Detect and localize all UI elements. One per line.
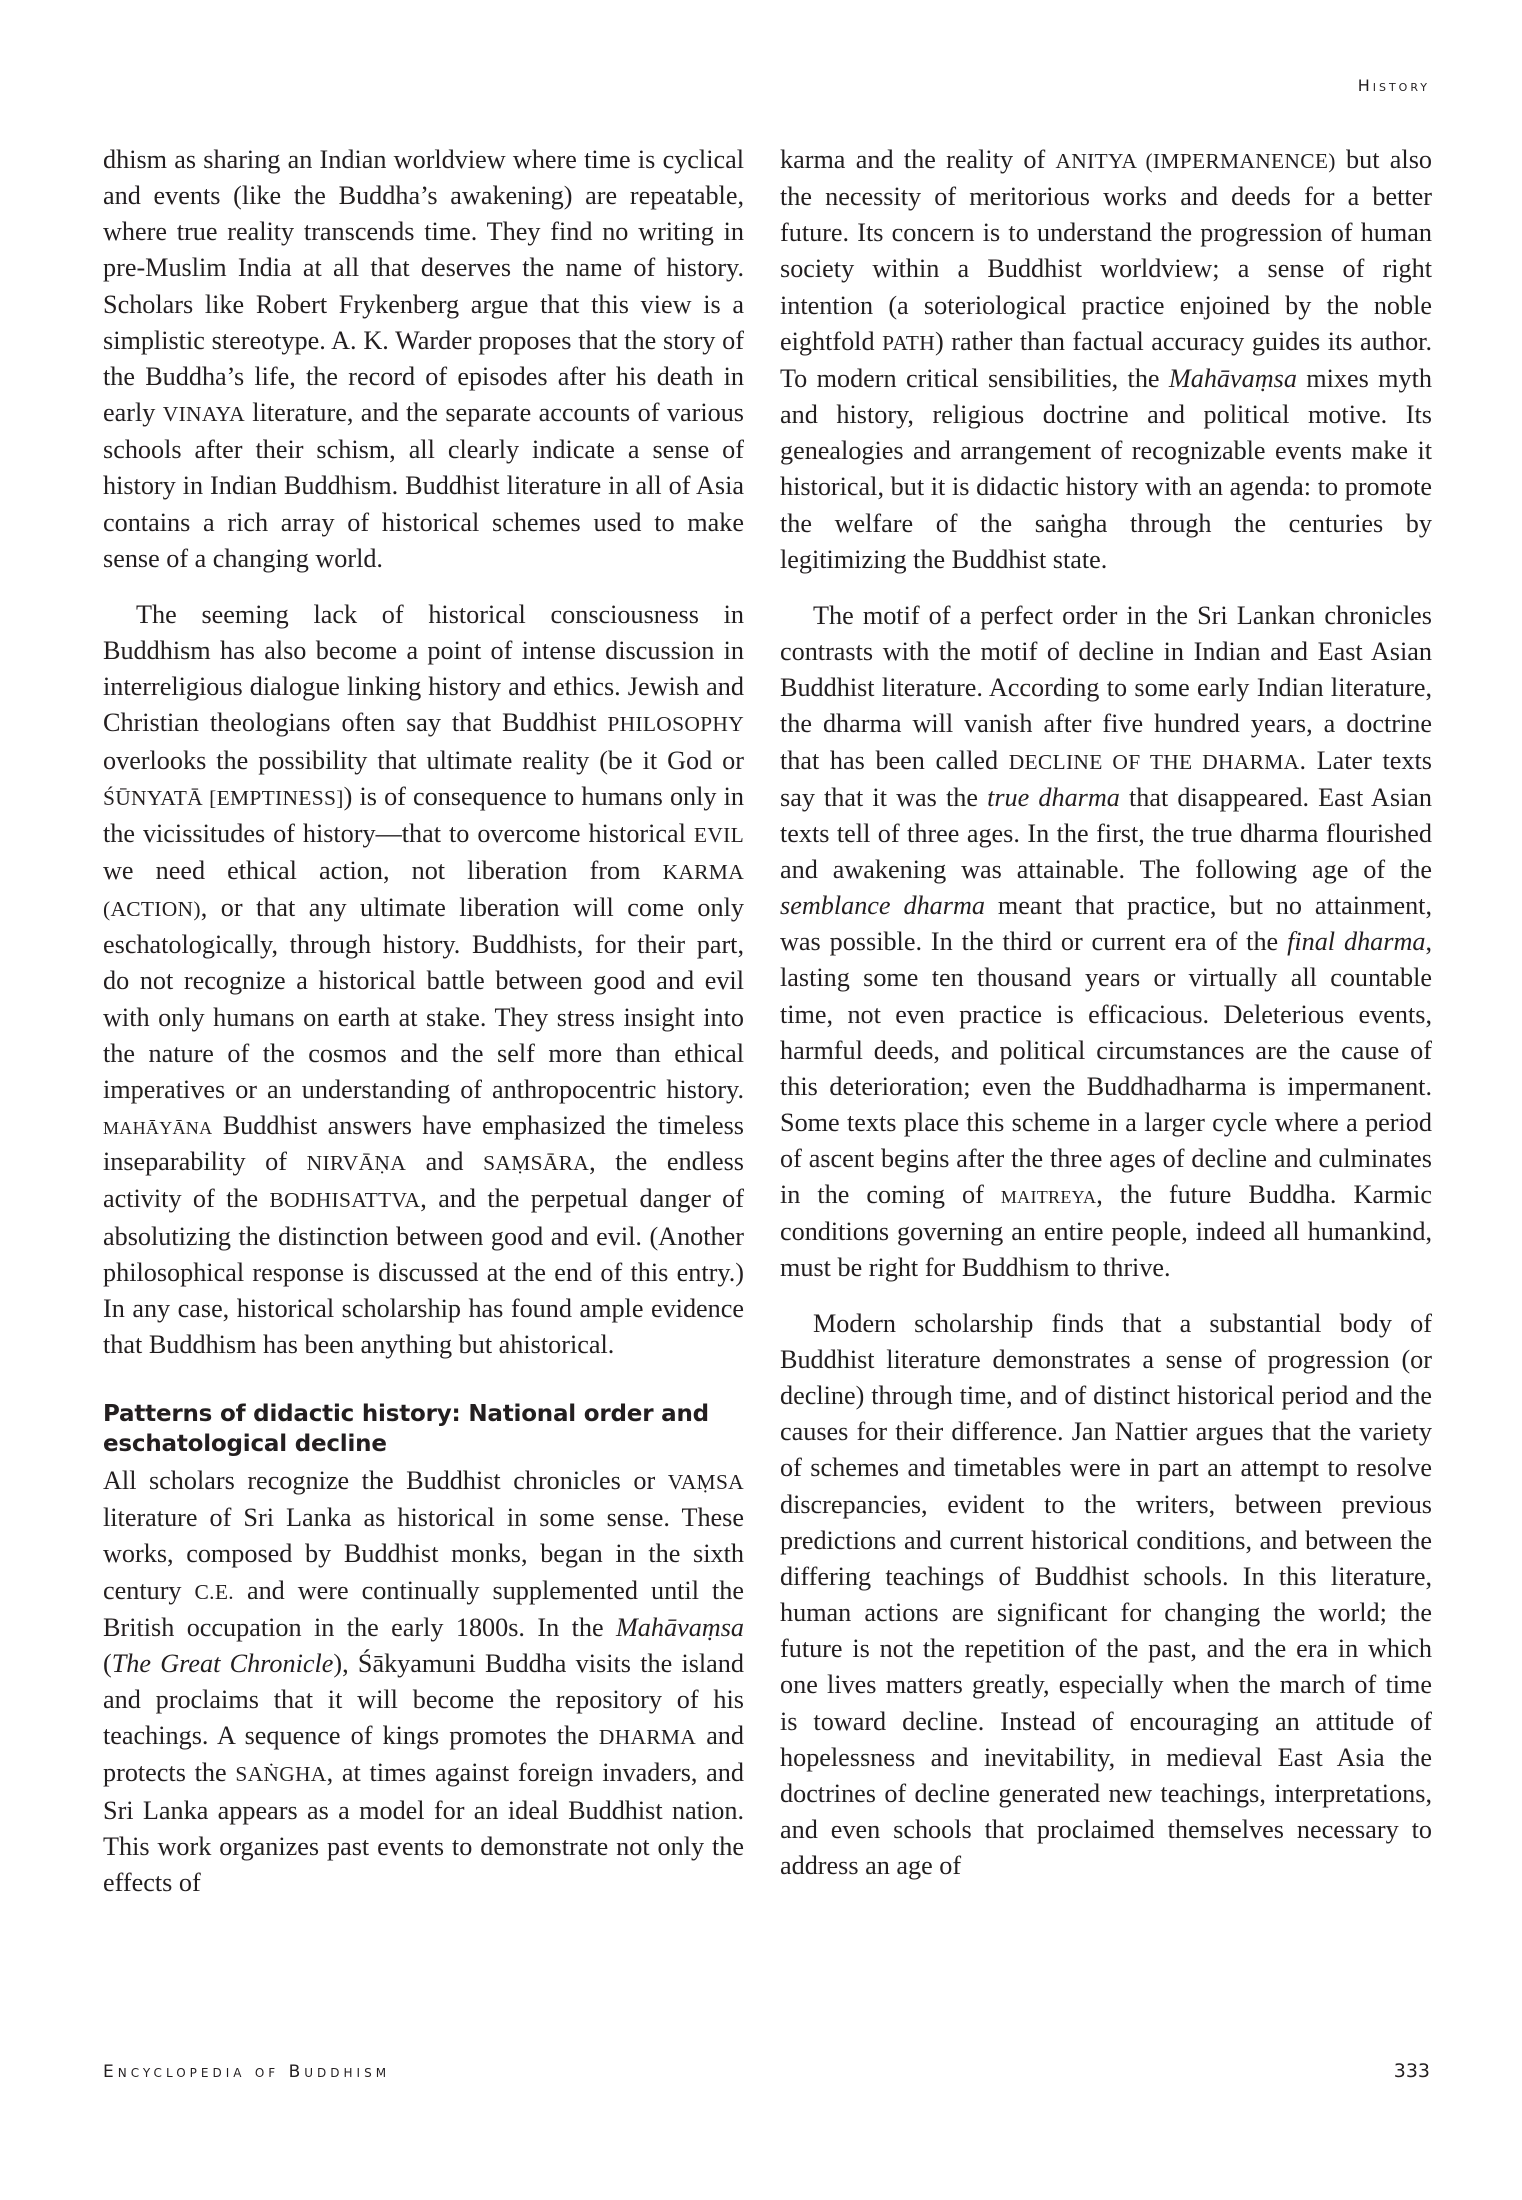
cross-reference-link[interactable]: KARMA (ACTION) [103, 859, 744, 922]
emphasis-term: final dharma [1287, 927, 1426, 957]
right-column [780, 142, 1432, 1884]
section-heading: Patterns of didactic history: National order and eschatological decline [103, 1401, 709, 1458]
left-column [103, 142, 744, 1901]
paragraph: The motif of a perfect order in the Sri Lankan chronicles contrasts with the motif of decline in Indian and East Asian Buddhist literature. According to some early Indian literature, the dharma will vanish after five hundred years, a doctrine that has been called DECLINE OF THE DHARMA. Later texts say that it was the true dharma that disappeared. East Asian texts tell of three ages. In the first, the true dharma flourished and awakening was attainable. The following age of the semblance dharma meant that practice, but no attainment, was possible. In the third or current era of the final dharma, lasting some ten thousand years or virtually all countable time, not even practice is efficacious. Deleterious events, harmful deeds, and political circumstances are the cause of this deterioration; even the Buddhadharma is impermanent. Some texts place this scheme in a larger cycle where a period of ascent begins after the three ages of decline and culminates in the coming of maitreya, the future Buddha. Karmic conditions governing an entire people, indeed all humankind, must be right for Buddhism to thrive. [780, 600, 1433, 1282]
cross-reference-link[interactable]: BODHISATTVA [269, 1188, 421, 1213]
cross-reference-link[interactable]: maitreya [1000, 1180, 1097, 1210]
cross-reference-link[interactable]: VINAYA [162, 402, 245, 427]
cross-reference-link[interactable]: EVIL [693, 822, 744, 847]
book-title: Mahāvaṃsa [1168, 363, 1297, 393]
cross-reference-link[interactable]: ANITYA (IMPERMANENCE) [1055, 149, 1336, 173]
cross-reference-link[interactable]: SAṂSĀRA [483, 1151, 590, 1176]
cross-reference-link[interactable]: mahāyāna [103, 1111, 213, 1141]
footer-book-title: Encyclopedia of Buddhism [103, 2062, 391, 2082]
cross-reference-link[interactable]: DECLINE OF THE DHARMA [1008, 749, 1300, 774]
cross-reference-link[interactable]: SAṄGHA [235, 1762, 327, 1787]
cross-reference-link[interactable]: NIRVĀṆA [306, 1151, 407, 1176]
emphasis-term: true dharma [987, 782, 1120, 812]
paragraph: The seeming lack of historical consciousness in Buddhism has also become a point of intense discussion in interreligious dialogue linking history and ethics. Jewish and Christian theologians often say that Buddhist PHILOSOPHY overlooks the possibility that ultimate reality (be it God or ŚŪNYATĀ [EMPTINESS]) is of consequence to humans only in the vicissitudes of history—that to overcome historical EVIL we need ethical action, not liberation from KARMA (ACTION), or that any ultimate liberation will come only eschatologically, through history. Buddhists, for their part, do not recognize a historical battle between good and evil with only humans on earth at stake. They stress insight into the nature of the cosmos and the self more than ethical imperatives or an understanding of anthropocentric history. mahāyāna Buddhist answers have emphasized the timeless inseparability of NIRVĀṆA and SAṂSĀRA, the endless activity of the BODHISATTVA, and the perpetual danger of absolutizing the distinction between good and evil. (Another philosophical response is discussed at the end of this entry.) In any case, historical scholarship has found ample evidence that Buddhism has been anything but ahistorical. [103, 599, 744, 1359]
book-title-translation: The Great Chronicle [111, 1648, 334, 1678]
era-abbreviation: C.E. [194, 1579, 234, 1604]
cross-reference-link[interactable]: DHARMA [598, 1725, 697, 1750]
cross-reference-link[interactable]: ŚŪNYATĀ [EMPTINESS] [103, 785, 344, 810]
paragraph: All scholars recognize the Buddhist chronicles or VAṂSA literature of Sri Lanka as historical in some sense. These works, composed by Buddhist monks, began in the sixth century C.E. and were continually supplemented until the British occupation in the early 1800s. In the Mahāvaṃsa (The Great Chronicle), Śākyamuni Buddha visits the island and proclaims that it will become the repository of his teachings. A sequence of kings promotes the DHARMA and protects the SAṄGHA, at times against foreign invaders, and Sri Lanka appears as a model for an ideal Buddhist nation. This work organizes past events to demonstrate not only the effects of [103, 1466, 744, 1897]
cross-reference-link[interactable]: PATH [882, 330, 936, 355]
page-number: 333 [1393, 2060, 1430, 2082]
cross-reference-link[interactable]: VAṂSA [667, 1470, 744, 1495]
running-head: History [1357, 76, 1430, 95]
paragraph: karma and the reality of ANITYA (IMPERMANENCE) but also the necessity of meritorious works and deeds for a better future. Its concern is to understand the progression of human society within a Buddhist worldview; a sense of right intention (a soteriological practice enjoined by the noble eightfold PATH) rather than factual accuracy guides its author. To modern critical sensibilities, the Mahāvaṃsa mixes myth and history, religious doctrine and political motive. Its genealogies and arrangement of recognizable events make it historical, but it is didactic history with an agenda: to promote the welfare of the saṅgha through the centuries by legitimizing the Buddhist state. [780, 145, 1433, 574]
cross-reference-link[interactable]: PHILOSOPHY [607, 712, 744, 737]
emphasis-term: semblance dharma [780, 891, 985, 921]
book-title: Mahāvaṃsa [615, 1612, 744, 1642]
paragraph: Modern scholarship finds that a substantial body of Buddhist literature demonstrates a sense of progression (or decline) through time, and of distinct historical period and the causes for their difference. Jan Nattier argues that the variety of schemes and timetables were in part an attempt to resolve discrepancies, evident to the writers, between previous predictions and current historical conditions, and between the differing teachings of Buddhist schools. In this literature, human actions are significant for changing the world; the future is not the repetition of the past, and the era in which one lives matters greatly, especially when the march of time is toward decline. Instead of encouraging an attitude of hopelessness and inevitability, in medieval East Asia the doctrines of decline generated new teachings, interpretations, and even schools that proclaimed themselves necessary to address an age of [780, 1308, 1432, 1881]
paragraph: dhism as sharing an Indian worldview where time is cyclical and events (like the Buddha’s awakening) are repeatable, where true reality transcends time. They find no writing in pre-Muslim India at all that deserves the name of history. Scholars like Robert Frykenberg argue that this view is a simplistic stereotype. A. K. Warder proposes that the story of the Buddha’s life, the record of episodes after his death in early VINAYA literature, and the separate accounts of various schools after their schism, all clearly indicate a sense of history in Indian Buddhism. Buddhist literature in all of Asia contains a rich array of historical schemes used to make sense of a changing world. [103, 145, 744, 573]
